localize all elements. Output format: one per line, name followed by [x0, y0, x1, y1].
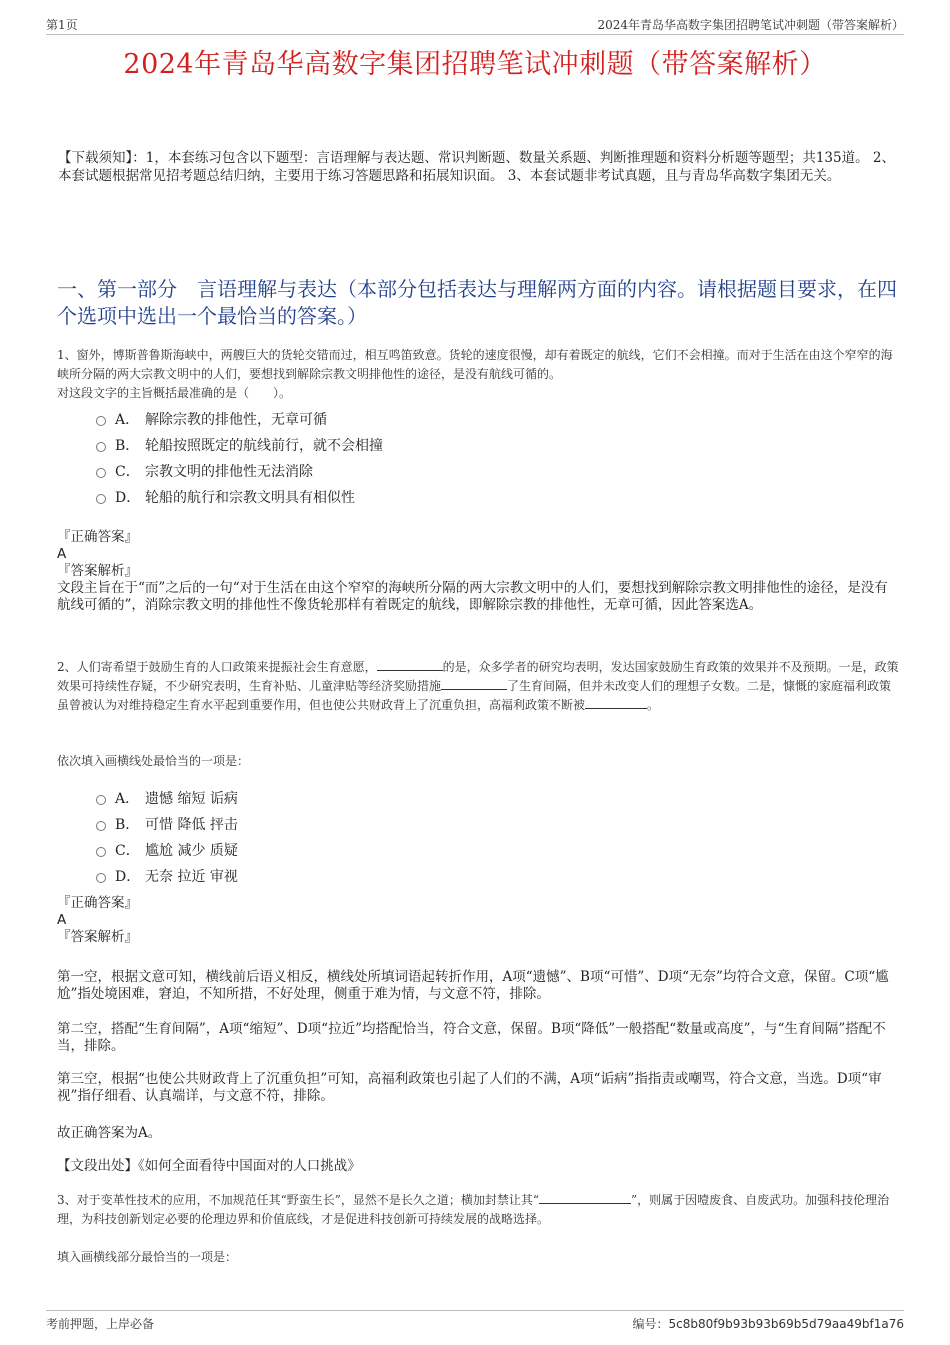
fill-blank [585, 696, 647, 709]
answer-label: 『正确答案』 [57, 895, 138, 911]
fill-blank [539, 1191, 631, 1204]
download-notice: 【下载须知】：1，本套练习包含以下题型：言语理解与表达题、常识判断题、数量关系题、判断推理题和资料分析题等题型；共135道。 2、本套试题根据常见招考题总结归纳，主要用于练习答题思路和拓展知识面。 3、本套试题非考试真题，且与青岛华高数字集团无关。 [58, 150, 895, 184]
radio-icon[interactable] [96, 821, 106, 831]
page-footer [46, 1310, 904, 1333]
question-1-ask: 对这段文字的主旨概括最准确的是（ ）。 [57, 386, 292, 400]
q2-analysis-2: 第二空，搭配“生育间隔”，A项“缩短”、D项“拉近”均搭配恰当，符合文意，保留。B项“降低”一般搭配“数量或高度”，与“生育间隔”搭配不当，排除。 [57, 1021, 886, 1054]
document-title: 2024年青岛华高数字集团招聘笔试冲刺题（带答案解析） [123, 49, 827, 80]
page-number: 第1页 [46, 18, 78, 32]
fill-blank [377, 658, 443, 671]
radio-icon[interactable] [96, 873, 106, 883]
q1-option-b[interactable]: B． 轮船按照既定的航线前行，就不会相撞 [96, 432, 383, 458]
question-2-options [96, 785, 238, 889]
q2-analysis-1: 第一空，根据文意可知，横线前后语义相反，横线处所填词语起转折作用，A项“遗憾”、B项“可惜”、D项“无奈”均符合文意，保留。C项“尴尬”指处境困难，窘迫，不知所措，不好处理，侧重于难为情，与文意不符，排除。 [57, 969, 889, 1002]
q2-option-a[interactable]: A． 遗憾 缩短 诟病 [96, 785, 238, 811]
radio-icon[interactable] [96, 795, 106, 805]
answer-value: A [57, 546, 67, 562]
question-1 [57, 346, 899, 403]
radio-icon[interactable] [96, 442, 106, 452]
radio-icon[interactable] [96, 468, 106, 478]
analysis-label: 『答案解析』 [57, 563, 138, 579]
question-1-options [96, 406, 383, 510]
question-1-stem: 1、窗外，博斯普鲁斯海峡中，两艘巨大的货轮交错而过，相互鸣笛致意。货轮的速度很慢，却有着既定的航线，它们不会相撞。而对于生活在由这个窄窄的海峡所分隔的两大宗教文明中的人们，要想找到解除宗教文明排他性的途径，是没有航线可循的。 [57, 348, 893, 381]
radio-icon[interactable] [96, 847, 106, 857]
footer-slogan: 考前押题，上岸必备 [46, 1317, 155, 1331]
q1-option-c[interactable]: C． 宗教文明的排他性无法消除 [96, 458, 383, 484]
q1-option-d[interactable]: D． 轮船的航行和宗教文明具有相似性 [96, 484, 383, 510]
question-2-answer-block [57, 895, 899, 946]
answer-label: 『正确答案』 [57, 529, 138, 545]
analysis-label: 『答案解析』 [57, 929, 138, 945]
footer-doc-id: 编号：5c8b80f9b93b93b69b5d79aa49bf1a76 [632, 1317, 904, 1331]
question-2 [57, 658, 899, 715]
q2-conclusion: 故正确答案为A。 [57, 1125, 162, 1141]
q2-option-b[interactable]: B． 可惜 降低 抨击 [96, 811, 238, 837]
question-2-stem: 2、人们寄希望于鼓励生育的人口政策来提振社会生育意愿， 的是，众多学者的研究均表明，发达国家鼓励生育政策的效果并不及预期。一是，政策效果可持续性存疑，不少研究表明，生育补贴、儿童津贴等经济奖励措施 了生育间隔，但并未改变人们的理想子女数。二是，慷慨的家庭福利政策虽曾被认为对维持稳定生育水平起到重要作用，但也使公共财政背上了沉重负担，高福利政策不断被 。 [57, 660, 899, 712]
question-2-ask: 依次填入画横线处最恰当的一项是： [57, 754, 250, 768]
q2-analysis-3: 第三空，根据“也使公共财政背上了沉重负担”可知，高福利政策也引起了人们的不满，A项“诟病”指指责或嘲骂，符合文意，当选。D项“审视”指仔细看、认真端详，与文意不符，排除。 [57, 1071, 882, 1104]
header-doc-title: 2024年青岛华高数字集团招聘笔试冲刺题（带答案解析） [597, 18, 904, 32]
question-3: 3、对于变革性技术的应用，不加规范任其“野蛮生长”，显然不是长久之道；横加封禁让其“ ”，则属于因噎废食、自废武功。加强科技伦理治理，为科技创新划定必要的伦理边界和价值底线，才是促进科技创新可持续发展的战略选择。 [57, 1193, 890, 1226]
radio-icon[interactable] [96, 494, 106, 504]
question-3-ask: 填入画横线部分最恰当的一项是： [57, 1250, 238, 1264]
analysis-text: 文段主旨在于“而”之后的一句“对于生活在由这个窄窄的海峡所分隔的两大宗教文明中的人们，要想找到解除宗教文明排他性的途径，是没有航线可循的”，消除宗教文明的排他性不像货轮那样有着既定的航线，即解除宗教的排他性，无章可循，因此答案选A。 [57, 580, 888, 613]
q1-option-a[interactable]: A． 解除宗教的排他性，无章可循 [96, 406, 383, 432]
fill-blank [441, 677, 507, 690]
section-heading: 一、第一部分 言语理解与表达（本部分包括表达与理解两方面的内容。请根据题目要求，在四个选项中选出一个最恰当的答案。） [57, 277, 897, 328]
radio-icon[interactable] [96, 416, 106, 426]
question-1-answer-block [57, 529, 899, 614]
q2-option-c[interactable]: C． 尴尬 减少 质疑 [96, 837, 238, 863]
page-header [46, 14, 904, 35]
answer-value: A [57, 912, 67, 928]
q2-option-d[interactable]: D． 无奈 拉近 审视 [96, 863, 238, 889]
q2-source: 【文段出处】《如何全面看待中国面对的人口挑战》 [57, 1158, 361, 1174]
